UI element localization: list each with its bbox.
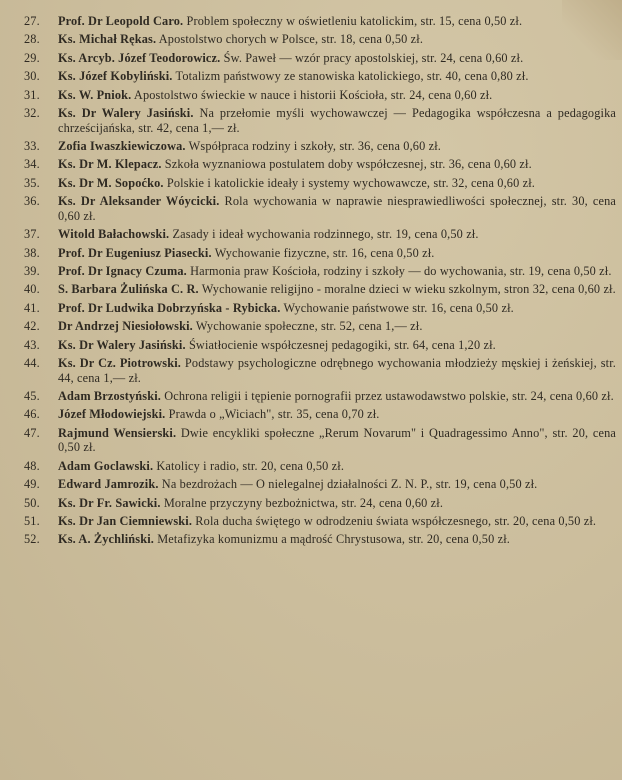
entry-author: Ks. Dr M. Klepacz. xyxy=(58,157,162,172)
entry-author: Ks. Dr Walery Jasiński. xyxy=(58,337,186,352)
list-entry xyxy=(24,319,616,333)
entry-author: Ks. Dr Cz. Piotrowski. xyxy=(58,356,182,371)
entry-number: 27. xyxy=(24,14,40,28)
list-entry xyxy=(24,426,616,454)
entry-description: Ochrona religii i tępienie pornografii przez ustawodawstwo polskie, str. 24, cena 0,60 zł. xyxy=(164,389,614,403)
list-entry xyxy=(24,51,616,65)
entry-description: Dwie encykliki społeczne „Rerum Novarum" i Quadragessimo Anno", str. 20, cena 0,50 zł. xyxy=(58,425,616,455)
entry-number: 52. xyxy=(24,532,40,547)
list-entry xyxy=(24,246,616,260)
list-entry xyxy=(24,88,616,102)
entry-number: 35. xyxy=(24,175,40,190)
list-entry xyxy=(24,106,616,134)
entry-number: 28. xyxy=(24,32,40,47)
entry-author: Ks. A. Żychliński. xyxy=(58,532,154,547)
entry-description: Apostolstwo chorych w Polsce, str. 18, cena 0,50 zł. xyxy=(158,32,424,47)
entry-number: 31. xyxy=(24,87,40,102)
entry-description: Prawda o „Wiciach", str. 35, cena 0,70 zł. xyxy=(168,407,380,422)
entry-number: 30. xyxy=(24,69,40,84)
entry-description: Podstawy psychologiczne odrębnego wychowania młodzieży męskiej i żeńskiej, str. 44, cena 1,— zł. xyxy=(58,356,616,385)
entry-description: Zasady i ideał wychowania rodzinnego, str. 19, cena 0,50 zł. xyxy=(172,227,479,242)
entry-number: 39. xyxy=(24,264,40,278)
list-entry xyxy=(24,407,616,421)
list-entry xyxy=(24,32,616,46)
entry-author: Prof. Dr Eugeniusz Piasecki. xyxy=(58,245,212,260)
entry-description: Metafizyka komunizmu a mądrość Chrystusowa, str. 20, cena 0,50 zł. xyxy=(157,532,510,547)
entry-number: 45. xyxy=(24,389,40,403)
entry-description: Apostolstwo świeckie w nauce i historii Kościoła, str. 24, cena 0,60 zł. xyxy=(133,87,493,102)
entry-number: 49. xyxy=(24,477,40,492)
entry-description: Światłocienie współczesnej pedagogiki, str. 64, cena 1,20 zł. xyxy=(188,337,496,352)
entry-author: Rajmund Wensierski. xyxy=(58,425,177,440)
list-entry xyxy=(24,459,616,473)
entry-author: Ks. W. Pniok. xyxy=(58,87,132,102)
entry-description: Współpraca rodziny i szkoły, str. 36, cena 0,60 zł. xyxy=(188,139,442,153)
entry-author: Zofia Iwaszkiewiczowa. xyxy=(58,139,186,153)
list-entry xyxy=(24,514,616,528)
entry-description: Wychowanie społeczne, str. 52, cena 1,— zł. xyxy=(195,319,423,334)
list-entry xyxy=(24,301,616,315)
list-entry xyxy=(24,338,616,352)
entry-author: Ks. Dr M. Sopoćko. xyxy=(58,175,164,190)
list-entry xyxy=(24,69,616,83)
entry-author: Ks. Józef Kobyliński. xyxy=(58,69,173,84)
list-entry xyxy=(24,176,616,190)
entry-author: Adam Brzostyński. xyxy=(58,389,161,403)
entry-number: 32. xyxy=(24,106,40,121)
list-entry xyxy=(24,389,616,403)
entry-number: 38. xyxy=(24,245,40,260)
entry-description: Totalizm państwowy ze stanowiska katolickiego, str. 40, cena 0,80 zł. xyxy=(175,69,529,84)
publication-list xyxy=(24,14,616,551)
entry-description: Rola wychowania w naprawie niesprawiedliwości społecznej, str. 30, cena 0,60 zł. xyxy=(58,194,616,223)
list-entry xyxy=(24,282,616,296)
entry-description: Św. Paweł — wzór pracy apostolskiej, str. 24, cena 0,60 zł. xyxy=(223,50,524,65)
entry-description: Polskie i katolickie ideały i systemy wychowawcze, str. 32, cena 0,60 zł. xyxy=(166,175,536,190)
entry-author: Prof. Dr Ignacy Czuma. xyxy=(58,264,187,278)
entry-number: 36. xyxy=(24,194,40,209)
entry-description: Szkoła wyznaniowa postulatem doby współczesnej, str. 36, cena 0,60 zł. xyxy=(164,157,532,172)
entry-description: Na przełomie myśli wychowawczej — Pedagogika współczesna a pedagogika chrześcijańska, str. 42, cena 1,— zł. xyxy=(58,106,616,135)
entry-number: 37. xyxy=(24,227,40,242)
list-entry xyxy=(24,496,616,510)
entry-description: Rola ducha świętego w odrodzeniu świata współczesnego, str. 20, cena 0,50 zł. xyxy=(195,514,597,528)
list-entry xyxy=(24,264,616,278)
entry-description: Wychowanie religijno - moralne dzieci w wieku szkolnym, stron 32, cena 0,60 zł. xyxy=(201,282,616,297)
entry-author: S. Barbara Żulińska C. R. xyxy=(58,282,199,297)
entry-number: 43. xyxy=(24,337,40,352)
entry-description: Moralne przyczyny bezbożnictwa, str. 24, cena 0,60 zł. xyxy=(163,495,444,510)
list-entry xyxy=(24,532,616,546)
entry-author: Ks. Dr Walery Jasiński. xyxy=(58,106,194,121)
entry-author: Prof. Dr Ludwika Dobrzyńska - Rybicka. xyxy=(58,300,281,315)
entry-number: 46. xyxy=(24,407,40,422)
entry-number: 33. xyxy=(24,139,40,153)
list-entry xyxy=(24,477,616,491)
entry-author: Ks. Michał Rękas. xyxy=(58,32,157,47)
list-entry xyxy=(24,14,616,28)
entry-number: 51. xyxy=(24,514,40,528)
entry-author: Adam Goclawski. xyxy=(58,458,154,473)
entry-description: Na bezdrożach — O nielegalnej działalności Z. N. P., str. 19, cena 0,50 zł. xyxy=(161,477,538,492)
entry-author: Edward Jamrozik. xyxy=(58,477,159,492)
entry-number: 34. xyxy=(24,157,40,172)
entry-description: Wychowanie państwowe str. 16, cena 0,50 zł. xyxy=(283,300,514,315)
entry-number: 40. xyxy=(24,282,40,297)
entry-author: Ks. Arcyb. Józef Teodorowicz. xyxy=(58,50,221,65)
list-entry xyxy=(24,139,616,153)
list-entry xyxy=(24,194,616,222)
entry-number: 44. xyxy=(24,356,40,371)
entry-description: Wychowanie fizyczne, str. 16, cena 0,50 zł. xyxy=(214,245,435,260)
entry-author: Ks. Dr Fr. Sawicki. xyxy=(58,495,161,510)
entry-number: 41. xyxy=(24,300,40,315)
entry-description: Harmonia praw Kościoła, rodziny i szkoły — do wychowania, str. 19, cena 0,50 zł. xyxy=(190,264,612,278)
entry-description: Katolicy i radio, str. 20, cena 0,50 zł. xyxy=(156,458,345,473)
entry-number: 29. xyxy=(24,50,40,65)
entry-author: Józef Młodowiejski. xyxy=(58,407,166,422)
entry-number: 50. xyxy=(24,495,40,510)
entry-author: Ks. Dr Aleksander Wóycicki. xyxy=(58,194,220,209)
list-entry xyxy=(24,227,616,241)
entry-description: Problem społeczny w oświetleniu katolickim, str. 15, cena 0,50 zł. xyxy=(186,14,523,28)
entry-author: Dr Andrzej Niesiołowski. xyxy=(58,319,193,334)
entry-number: 47. xyxy=(24,425,40,440)
entry-author: Witold Bałachowski. xyxy=(58,227,170,242)
entry-number: 48. xyxy=(24,458,40,473)
list-entry xyxy=(24,157,616,171)
entry-author: Ks. Dr Jan Ciemniewski. xyxy=(58,514,193,528)
entry-number: 42. xyxy=(24,319,40,334)
entry-author: Prof. Dr Leopold Caro. xyxy=(58,14,184,28)
list-entry xyxy=(24,356,616,384)
